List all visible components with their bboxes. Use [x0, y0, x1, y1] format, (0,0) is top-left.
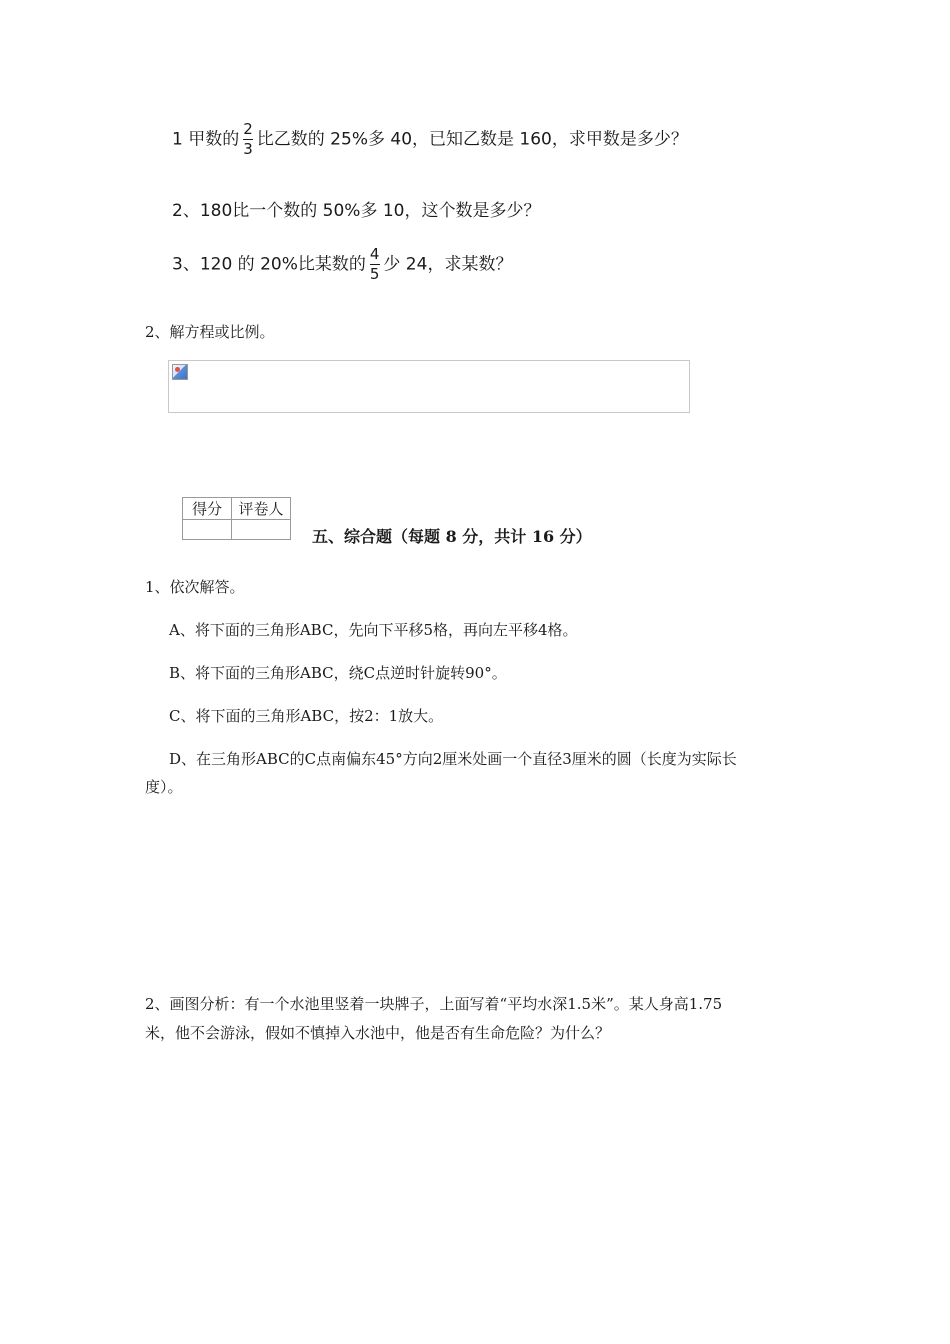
fraction-4-5 [369, 247, 381, 282]
fraction-numerator: 4 [369, 245, 380, 263]
section-5-q1-c: C、将下面的三角形ABC，按2：1放大。 [169, 707, 444, 725]
fraction-2-3 [242, 122, 254, 157]
score-blank-cell[interactable] [183, 520, 232, 540]
section-5-q1-b: B、将下面的三角形ABC，绕C点逆时针旋转90°。 [169, 664, 507, 682]
problem-3 [172, 247, 512, 282]
section-5-q1-a: A、将下面的三角形ABC，先向下平移5格，再向左平移4格。 [169, 621, 578, 639]
problem-2: 2、180比一个数的 50%多 10，这个数是多少？ [172, 201, 541, 221]
problem-1 [172, 122, 688, 157]
section-5-q2-line2: 米，他不会游泳，假如不慎掉入水池中，他是否有生命危险？为什么？ [145, 1024, 611, 1042]
problem-1-text-after: 比乙数的 25%多 40，已知乙数是 160，求甲数是多少？ [256, 129, 688, 150]
section-5-title: 五、综合题（每题 8 分，共计 16 分） [312, 527, 592, 546]
section-5-q1-d-line1: D、在三角形ABC的C点南偏东45°方向2厘米处画一个直径3厘米的圆（长度为实际长 [169, 750, 737, 768]
grader-blank-cell[interactable] [232, 520, 291, 540]
score-table-blank-row [183, 520, 291, 540]
section-5-q1-title: 1、依次解答。 [145, 578, 245, 596]
fraction-numerator: 2 [243, 120, 253, 138]
fraction-denominator: 3 [243, 140, 253, 158]
score-table [182, 497, 291, 540]
problem-1-text-before: 1 甲数的 [172, 129, 240, 150]
fraction-denominator: 5 [369, 265, 380, 283]
section-5-q2-line1: 2、画图分析：有一个水池里竖着一块牌子，上面写着“平均水深1.5米”。某人身高1.75 [145, 995, 723, 1013]
item-2-title: 2、解方程或比例。 [145, 323, 275, 341]
image-placeholder-box [168, 360, 690, 413]
grader-header-cell: 评卷人 [232, 498, 291, 520]
problem-3-text-before: 3、120 的 20%比某数的 [172, 254, 366, 275]
problem-3-text-after: 少 24，求某数？ [383, 254, 513, 275]
broken-image-icon [172, 364, 188, 380]
section-5-q1-d-line2: 度）。 [145, 778, 183, 796]
score-header-cell: 得分 [183, 498, 232, 520]
score-table-header-row [183, 498, 291, 520]
